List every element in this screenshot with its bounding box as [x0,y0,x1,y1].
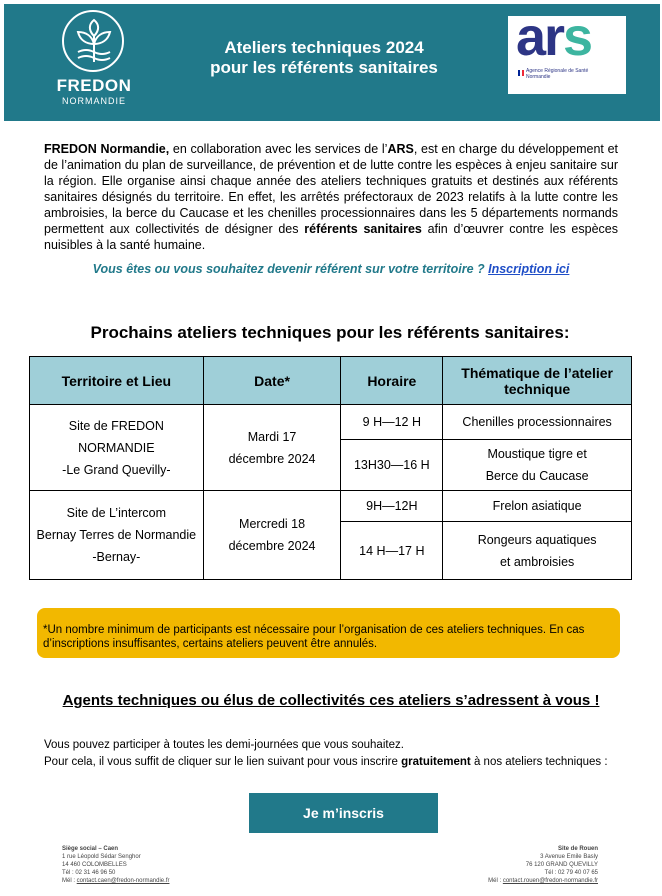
theme-cell: Frelon asiatique [443,491,632,522]
location-cell: Site de L’intercom Bernay Terres de Normandie -Bernay- [30,491,204,580]
ars-logo [508,7,626,94]
table-row [30,405,632,440]
date-cell: Mercredi 18 décembre 2024 [203,491,341,580]
header-date: Date* [203,357,341,405]
caen-email-link[interactable]: contact.caen@fredon-normandie.fr [76,878,170,884]
theme-cell: Moustique tigre et Berce du Caucase [443,440,632,491]
registration-prompt: Vous êtes ou vous souhaitez devenir référent sur votre territoire ? Inscription ici [92,262,570,276]
fredon-logo [48,10,148,110]
ars-agency-label: Agence Régionale de Santé Normandie [526,68,589,80]
registration-instructions: Pour cela, il vous suffit de cliquer sur le lien suivant pour vous inscrire gratuitement à nos ateliers techniques : [44,756,608,768]
header-theme: Thématique de l’atelier technique [443,357,632,405]
org-name: FREDON Normandie, [44,142,170,156]
header-time: Horaire [341,357,443,405]
schedule-title: Prochains ateliers techniques pour les référents sanitaires: [90,323,570,342]
logo-subtitle: NORMANDIE [61,96,126,106]
footer-rouen-address: Site de Rouen 3 Avenue Emile Basly 76 120 GRAND QUEVILLY Tél : 02 79 40 07 65 Mél : contact.rouen@fredon-normandie.fr [488,846,598,884]
time-cell: 14 H—17 H [341,522,443,580]
title-line-1: Ateliers techniques 2024 [224,38,424,57]
table-header-row [30,357,632,405]
logo-name: FREDON [56,76,132,95]
intro-paragraph: FREDON Normandie, en collaboration avec les services de l’ARS, est en charge du développement et de l’animation du plan de surveillance, de prévention et de lutte contre les espèces à enjeu sanitaire sur la région. Elle organise ainsi chaque année des ateliers techniques gratuits et destinés aux référents sanitaires désignés du territoire. En effet, les arrêtés préfectoraux de 2023 relatifs à la lutte contre les ambroisies, la berce du Caucase et les chenilles processionnaires dans les 5 départements normands permettent aux collectivités de désigner des référents sanitaires afin d’œuvrer contre les espèces nuisibles à la santé humaine. [44,142,618,252]
time-cell: 13H30—16 H [341,440,443,491]
french-flag-icon [518,70,524,76]
agents-heading: Agents techniques ou élus de collectivités ces ateliers s’adressent à vous ! [62,692,600,709]
register-button[interactable]: Je m’inscris [249,793,438,833]
registration-link[interactable]: Inscription ici [488,262,570,276]
time-cell: 9H—12H [341,491,443,522]
ars-logo-letters: ars [516,7,592,67]
table-row [30,491,632,522]
header-location: Territoire et Lieu [30,357,204,405]
footer-caen-address: Siège social – Caen 1 rue Léopold Sédar Senghor 14 460 COLOMBELLES Tél : 02 31 46 96 50 Mél : contact.caen@fredon-normandie.fr [62,846,170,884]
theme-cell: Chenilles processionnaires [443,405,632,440]
title-line-2: pour les référents sanitaires [210,58,438,77]
location-cell: Site de FREDON NORMANDIE -Le Grand Quevilly- [30,405,204,491]
date-cell: Mardi 17 décembre 2024 [203,405,341,491]
time-cell: 9 H—12 H [341,405,443,440]
rouen-email-link[interactable]: contact.rouen@fredon-normandie.fr [502,878,598,884]
plant-icon [62,10,124,72]
header-banner [4,4,660,121]
schedule-table [29,356,632,580]
minimum-participants-notice: *Un nombre minimum de participants est nécessaire pour l’organisation de ces ateliers techniques. En cas d’inscriptions insuffisantes, certains ateliers peuvent être annulés. [37,608,620,658]
page-title [184,38,464,78]
ars-mention: ARS [387,142,414,156]
referents-mention: référents sanitaires [304,222,422,236]
participation-text: Vous pouvez participer à toutes les demi-journées que vous souhaitez. [44,739,404,751]
theme-cell: Rongeurs aquatiques et ambroisies [443,522,632,580]
